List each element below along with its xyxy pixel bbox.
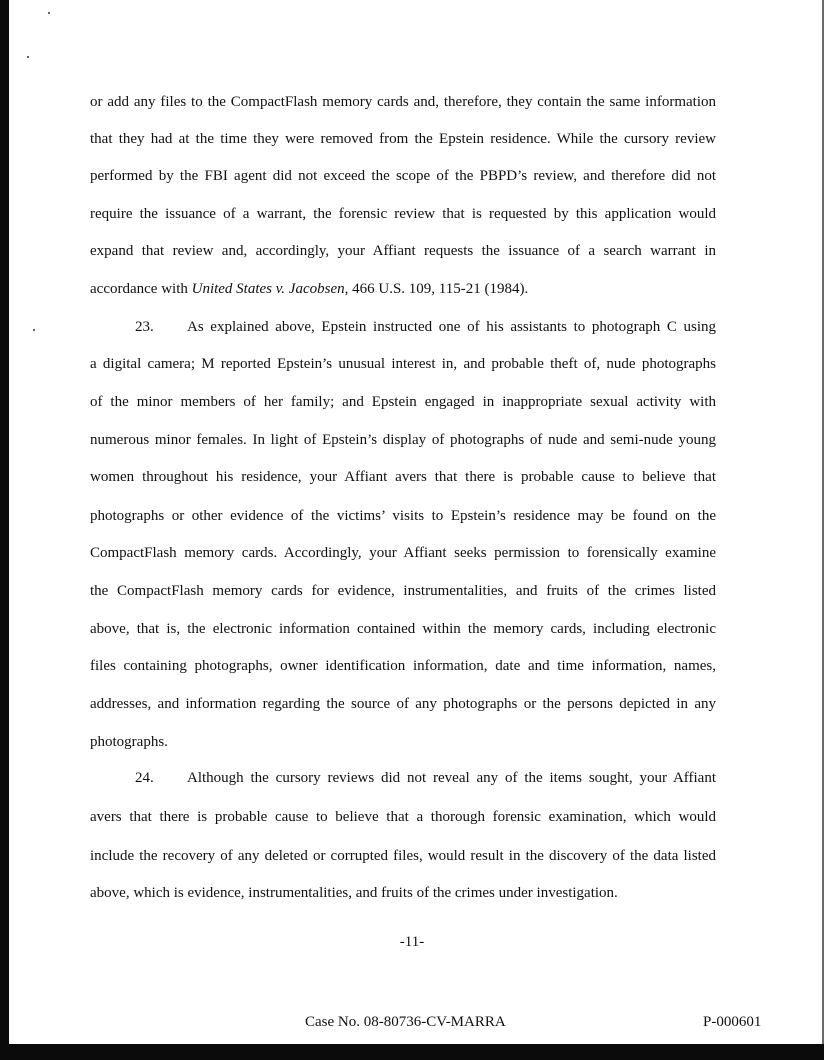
text-line: the CompactFlash memory cards for evidence, instrumentalities, and fruits of the crimes listed	[90, 583, 716, 599]
text-line: that they had at the time they were removed from the Epstein residence. While the cursory review	[90, 131, 716, 147]
text-line: a digital camera; M reported Epstein’s unusual interest in, and probable theft of, nude photographs	[90, 356, 716, 372]
paragraph-number: 24.	[135, 770, 154, 786]
citation-suffix: , 466 U.S. 109, 115-21 (1984).	[344, 281, 529, 297]
scan-left-border	[0, 0, 9, 1060]
text-line: files containing photographs, owner identification information, date and time information, names,	[90, 658, 716, 674]
text-line: numerous minor females. In light of Epstein’s display of photographs of nude and semi-nude young	[90, 432, 716, 448]
citation-prefix: accordance with	[90, 281, 192, 297]
text-line: require the issuance of a warrant, the forensic review that is requested by this application would	[90, 206, 716, 222]
text-line: expand that review and, accordingly, your Affiant requests the issuance of a search warrant in	[90, 243, 716, 259]
text-line: avers that there is probable cause to believe that a thorough forensic examination, which would	[90, 809, 716, 825]
scan-speck	[48, 12, 50, 14]
citation-line	[90, 279, 716, 299]
text-line: above, which is evidence, instrumentalities, and fruits of the crimes under investigation.	[90, 885, 618, 901]
scan-speck	[33, 329, 35, 331]
paragraph-number: 23.	[135, 319, 154, 335]
paragraph-24-first-line	[135, 768, 716, 788]
paragraph-text: Although the cursory reviews did not reveal any of the items sought, your Affiant	[187, 770, 716, 786]
text-line: women throughout his residence, your Affiant avers that there is probable cause to believe that	[90, 469, 716, 485]
scan-bottom-border	[0, 1044, 824, 1060]
case-citation: United States v. Jacobsen	[191, 281, 345, 297]
text-line: photographs or other evidence of the victims’ visits to Epstein’s residence may be found on the	[90, 508, 716, 524]
paragraph-23-first-line	[135, 317, 716, 337]
text-line: or add any files to the CompactFlash memory cards and, therefore, they contain the same information	[90, 94, 716, 110]
page-number: -11-	[399, 934, 425, 950]
case-number: Case No. 08-80736-CV-MARRA	[305, 1014, 506, 1030]
scan-speck	[27, 56, 29, 58]
text-line: include the recovery of any deleted or corrupted files, would result in the discovery of the data listed	[90, 848, 716, 864]
text-line: CompactFlash memory cards. Accordingly, your Affiant seeks permission to forensically examine	[90, 545, 716, 561]
text-line: performed by the FBI agent did not exceed the scope of the PBPD’s review, and therefore did not	[90, 168, 716, 184]
text-line: photographs.	[90, 734, 168, 750]
paragraph-text: As explained above, Epstein instructed one of his assistants to photograph C using	[187, 319, 716, 335]
text-line: above, that is, the electronic information contained within the memory cards, including electronic	[90, 621, 716, 637]
bates-number: P-000601	[703, 1014, 762, 1030]
text-line: of the minor members of her family; and Epstein engaged in inappropriate sexual activity with	[90, 394, 716, 410]
text-line: addresses, and information regarding the source of any photographs or the persons depicted in any	[90, 696, 716, 712]
